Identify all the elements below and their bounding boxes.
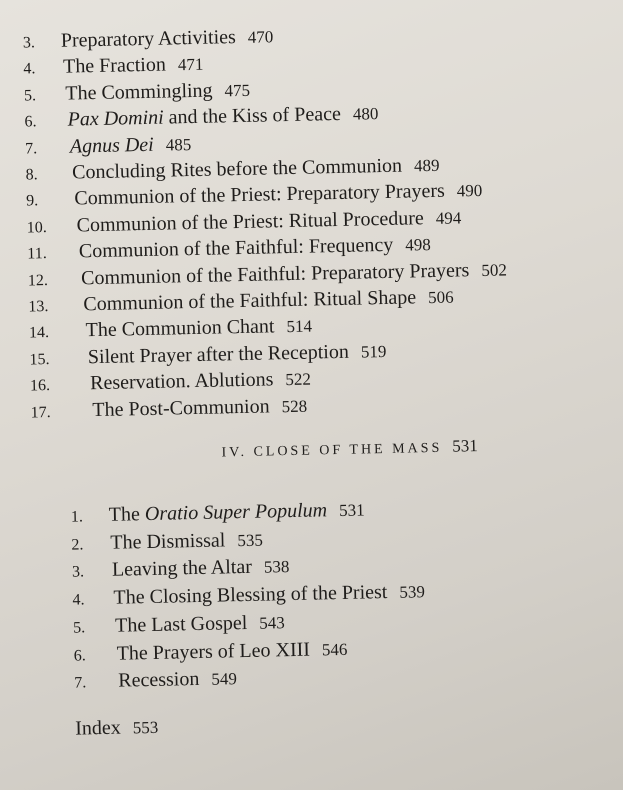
title-part: Communion of the Faithful: Preparatory Prayers bbox=[80, 258, 470, 289]
italic-title-part: Agnus Dei bbox=[69, 133, 154, 158]
title-part: The Last Gospel bbox=[114, 611, 248, 637]
title-part: The Post-Communion bbox=[92, 395, 270, 421]
entry-number: 1. bbox=[70, 508, 84, 526]
page-number: 480 bbox=[352, 104, 379, 124]
title-part: and the Kiss of Peace bbox=[163, 103, 342, 129]
entry-title bbox=[67, 101, 378, 133]
entry-number: 7. bbox=[74, 674, 87, 692]
section-heading-page: 531 bbox=[452, 436, 478, 456]
entry-title bbox=[92, 393, 307, 422]
title-part: Communion of the Faithful: Ritual Shape bbox=[83, 286, 417, 316]
entry-title bbox=[113, 579, 425, 611]
entry-number: 4. bbox=[72, 591, 85, 609]
entry-number: 8. bbox=[25, 166, 38, 184]
entry-title bbox=[116, 636, 347, 666]
entry-title bbox=[90, 367, 311, 397]
entry-title bbox=[112, 554, 290, 583]
entry-title bbox=[110, 527, 263, 555]
title-part: Leaving the Altar bbox=[111, 556, 253, 582]
entry-number: 13. bbox=[28, 298, 49, 316]
page-number: 522 bbox=[285, 369, 312, 390]
title-part: The Communion Chant bbox=[85, 315, 275, 342]
page-number: 498 bbox=[405, 235, 431, 255]
entry-number: 12. bbox=[27, 271, 49, 290]
entry-number: 16. bbox=[29, 377, 51, 395]
title-part: The Closing Blessing of the Priest bbox=[113, 581, 388, 609]
italic-title-part: Oratio Super Populum bbox=[144, 499, 328, 526]
page-number: 514 bbox=[286, 316, 313, 337]
page-number: 489 bbox=[413, 155, 440, 176]
entry-number: 6. bbox=[24, 113, 37, 131]
title-part: Silent Prayer after the Reception bbox=[87, 340, 350, 369]
page-number: 494 bbox=[435, 208, 462, 228]
title-part: The Dismissal bbox=[110, 529, 226, 554]
page-number: 539 bbox=[399, 582, 426, 602]
index-label: Index 553 bbox=[75, 716, 159, 740]
title-part: Preparatory Activities bbox=[60, 26, 237, 52]
entry-title bbox=[61, 24, 274, 53]
entry-number: 15. bbox=[29, 350, 50, 369]
page-number: 531 bbox=[338, 500, 365, 521]
index-page: 553 bbox=[132, 717, 159, 738]
italic-title-part: Pax Domini bbox=[67, 106, 164, 131]
page-number: 519 bbox=[360, 341, 387, 362]
page-number: 546 bbox=[321, 639, 348, 659]
entry-number: 5. bbox=[72, 619, 86, 637]
entry-title bbox=[109, 497, 365, 527]
title-part: Communion of the Faithful: Frequency bbox=[78, 234, 394, 263]
title-part: Communion of the Priest: Ritual Procedure bbox=[76, 206, 424, 237]
title-part: The bbox=[108, 503, 146, 526]
entry-number: 14. bbox=[28, 324, 50, 342]
title-part: Concluding Rites before the Communion bbox=[71, 154, 403, 184]
page-number: 535 bbox=[237, 530, 264, 550]
entry-number: 7. bbox=[24, 139, 38, 158]
entry-title bbox=[65, 78, 250, 107]
page-number: 549 bbox=[211, 669, 238, 689]
entry-number: 2. bbox=[71, 536, 84, 554]
entry-title bbox=[85, 314, 312, 344]
entry-number: 10. bbox=[26, 218, 47, 237]
page-number: 528 bbox=[281, 396, 308, 416]
entry-number: 3. bbox=[22, 34, 36, 52]
entry-number: 4. bbox=[23, 60, 36, 78]
section-heading-label: IV. CLOSE OF THE MASS bbox=[221, 440, 443, 461]
entry-title bbox=[70, 132, 192, 160]
title-part: Reservation. Ablutions bbox=[89, 368, 274, 395]
page-number: 485 bbox=[165, 134, 192, 155]
entry-number: 17. bbox=[30, 403, 51, 422]
title-part: The Prayers of Leo XIII bbox=[116, 638, 311, 665]
entry-title bbox=[118, 666, 237, 693]
entry-number: 3. bbox=[71, 563, 85, 582]
page-number: 543 bbox=[259, 612, 285, 633]
entry-title bbox=[88, 339, 387, 370]
page-number: 490 bbox=[456, 181, 483, 201]
page-number: 471 bbox=[177, 55, 204, 75]
entry-title bbox=[63, 52, 204, 80]
title-part: Recession bbox=[118, 668, 200, 692]
title-part: The Fraction bbox=[62, 53, 167, 79]
page-number: 506 bbox=[427, 287, 454, 308]
page-number: 475 bbox=[224, 80, 251, 101]
title-part: The Commingling bbox=[65, 79, 213, 105]
entry-number: 6. bbox=[73, 646, 86, 665]
entry-number: 9. bbox=[26, 192, 39, 210]
entry-title bbox=[115, 610, 285, 639]
section-heading bbox=[221, 436, 478, 461]
title-part: Communion of the Priest: Preparatory Prayers bbox=[74, 180, 446, 210]
entry-number: 11. bbox=[27, 245, 47, 263]
page-number: 502 bbox=[481, 260, 508, 280]
page-number: 538 bbox=[263, 557, 290, 577]
page-number: 470 bbox=[247, 27, 274, 47]
entry-number: 5. bbox=[23, 87, 37, 105]
